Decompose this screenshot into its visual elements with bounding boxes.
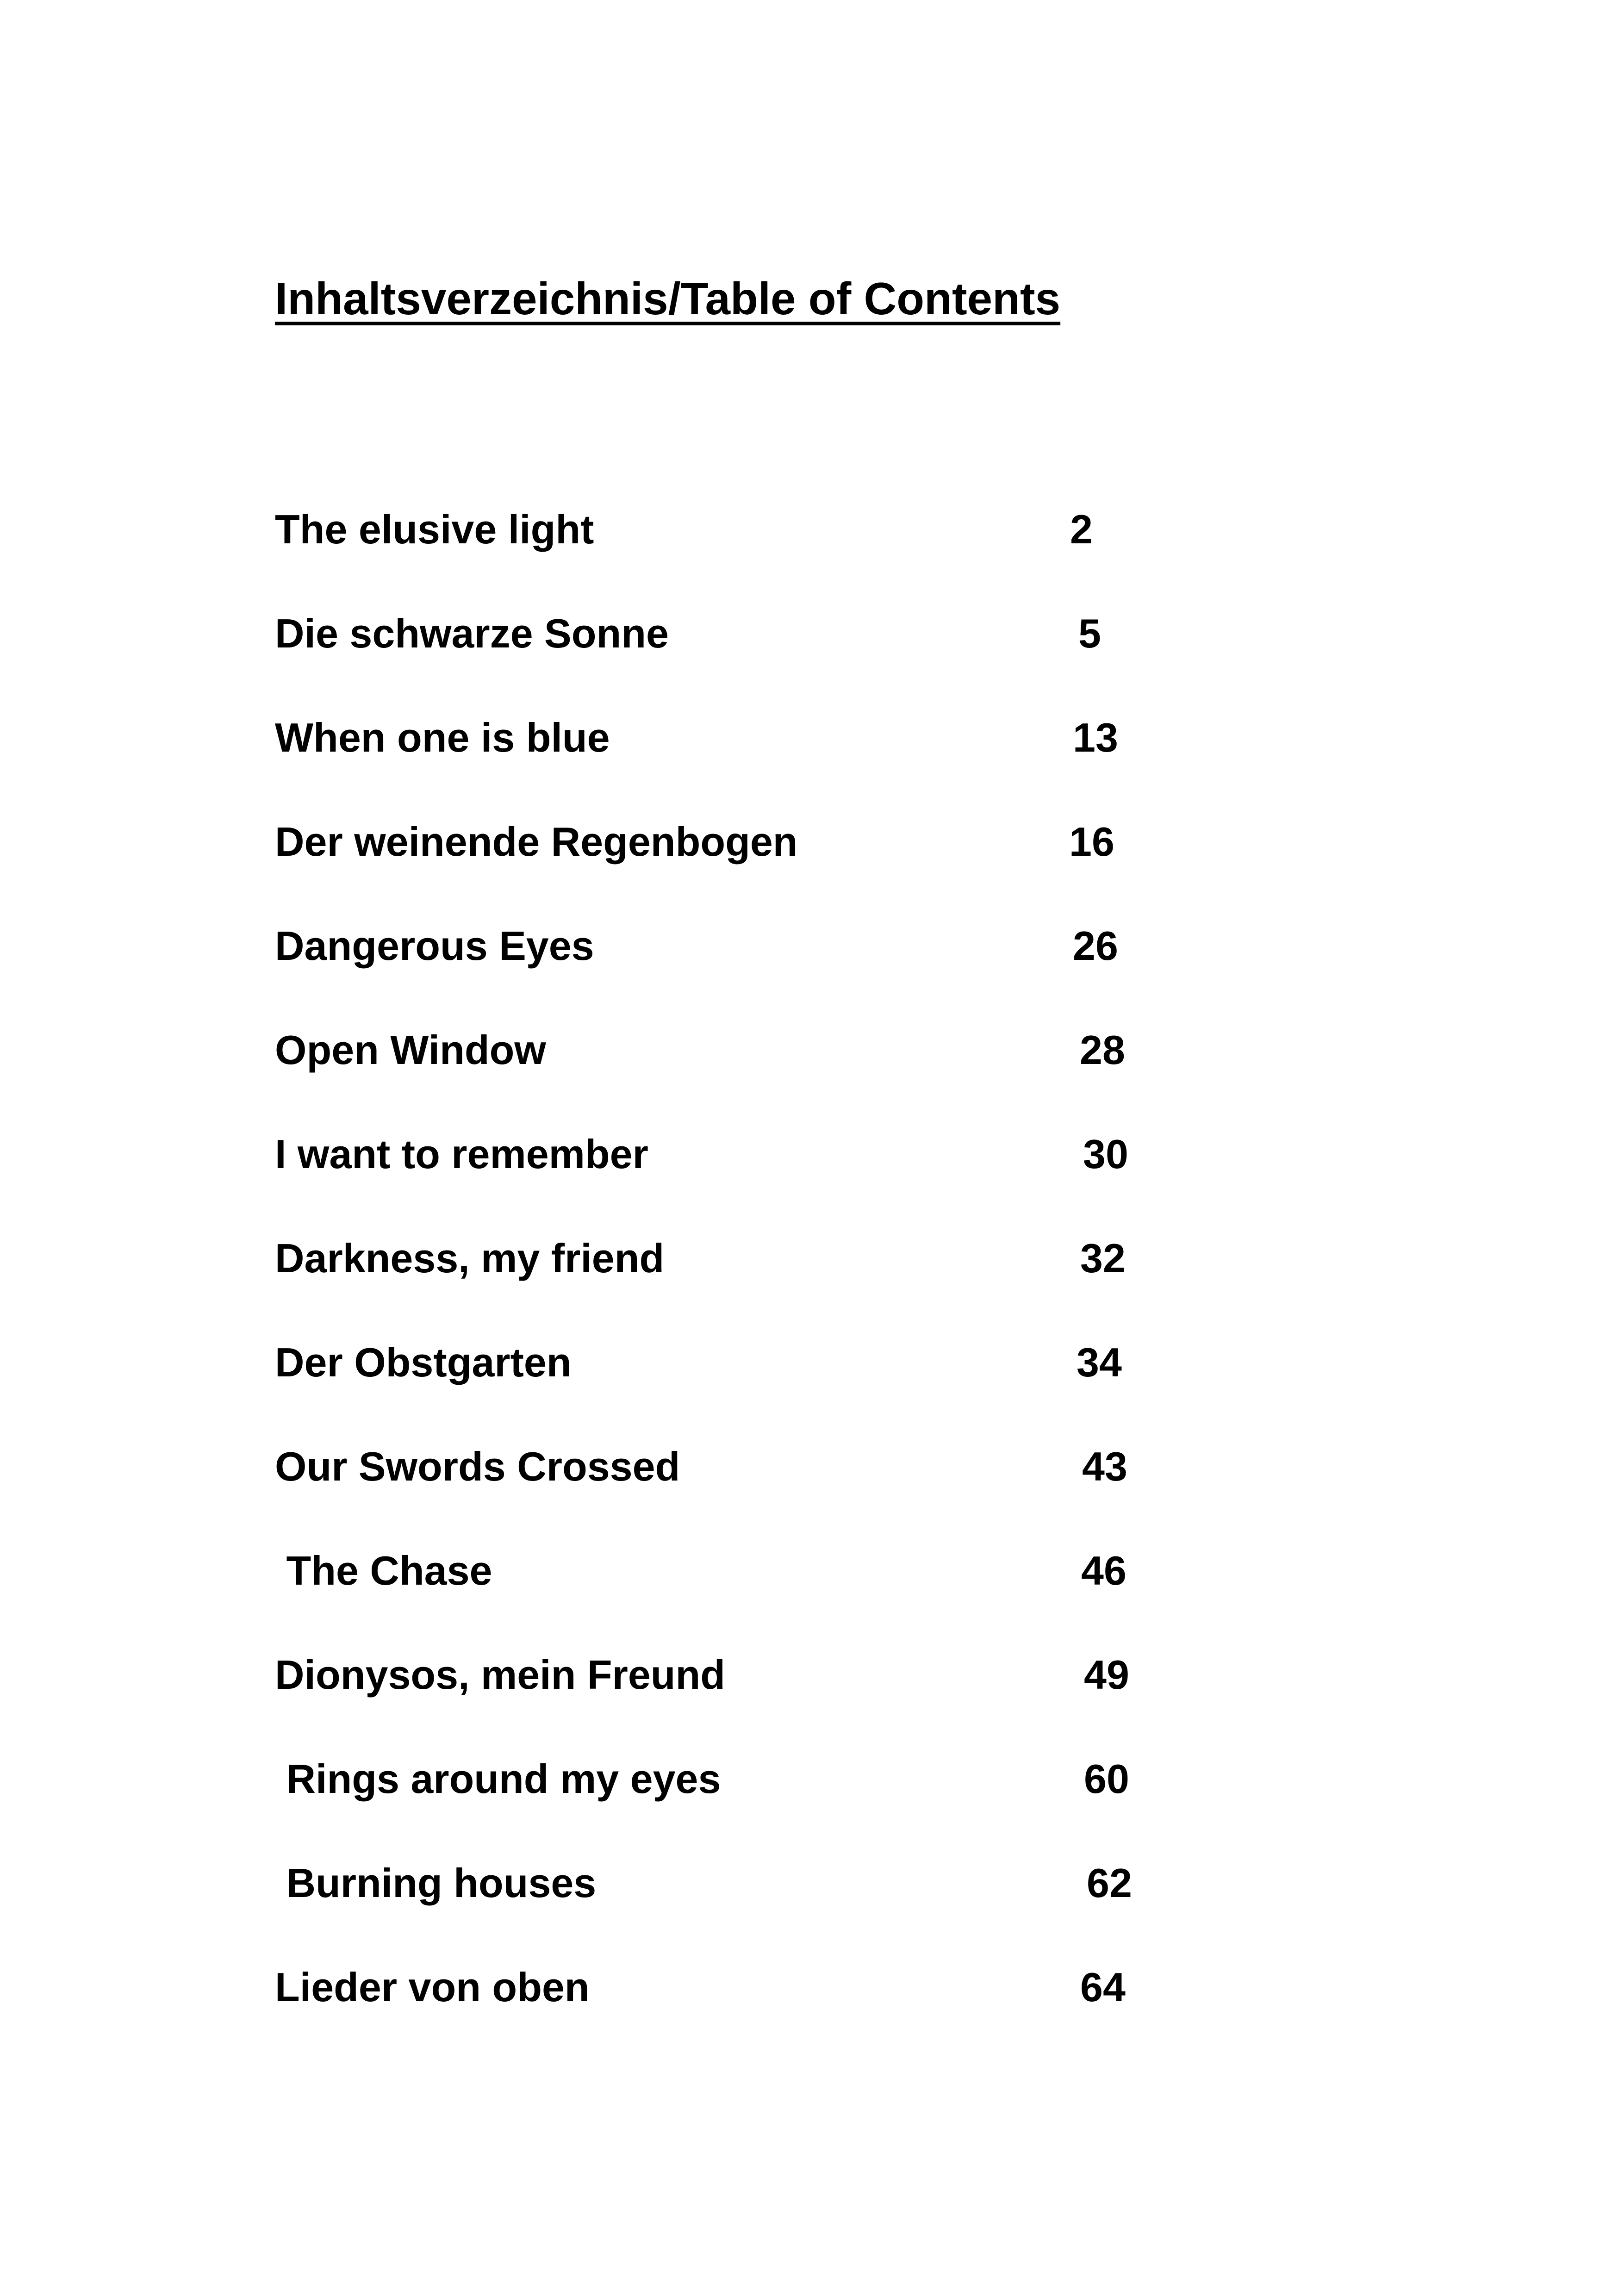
toc-entry-page-number: 28: [1080, 1027, 1125, 1073]
toc-entry-page-number: 13: [1073, 715, 1118, 760]
toc-entry: [0, 1964, 1618, 2022]
toc-entry-page-number: 34: [1077, 1339, 1122, 1385]
toc-entry: [0, 1131, 1618, 1189]
toc-entry-title: Dionysos, mein Freund: [275, 1652, 726, 1698]
toc-entry-title: Lieder von oben: [275, 1964, 590, 2010]
toc-entry: [0, 610, 1618, 669]
toc-entry-title: The elusive light: [275, 506, 594, 552]
toc-entry: [0, 1339, 1618, 1398]
toc-entry-page-number: 5: [1078, 610, 1101, 656]
toc-entry-page-number: 46: [1081, 1548, 1126, 1593]
toc-entry-title: Darkness, my friend: [275, 1235, 665, 1281]
toc-entry: [0, 821, 1618, 877]
toc-entry-page-number: 62: [1087, 1860, 1132, 1906]
toc-entry-title: Burning houses: [275, 1860, 597, 1906]
toc-entry-page-number: 64: [1080, 1964, 1126, 2010]
toc-entry-title: When one is blue: [275, 715, 610, 760]
toc-entry-page-number: 2: [1070, 506, 1093, 552]
toc-entry: [0, 1027, 1618, 1085]
toc-entry-title: Die schwarze Sonne: [275, 610, 669, 656]
toc-entry-page-number: 26: [1073, 923, 1118, 969]
toc-entry-page-number: 30: [1083, 1131, 1128, 1177]
toc-entry-title: Open Window: [275, 1027, 546, 1073]
toc-entry-page-number: 16: [1069, 819, 1114, 865]
toc-entry: [0, 1756, 1618, 1814]
toc-entry-title: Our Swords Crossed: [275, 1444, 680, 1489]
toc-entry: [0, 506, 1618, 565]
toc-entry: [0, 1860, 1618, 1918]
toc-entry: [0, 923, 1618, 981]
toc-entry-page-number: 49: [1084, 1652, 1129, 1698]
toc-entry-title: Rings around my eyes: [275, 1756, 721, 1802]
toc-entry-title: I want to remember: [275, 1131, 648, 1177]
toc-entry-title: Der Obstgarten: [275, 1339, 572, 1385]
toc-entry-page-number: 60: [1084, 1756, 1129, 1802]
toc-entry-page-number: 43: [1082, 1444, 1127, 1489]
toc-entry: [0, 717, 1618, 773]
toc-entry-title: Der weinende Regenbogen: [275, 819, 798, 865]
toc-entry-page-number: 32: [1080, 1235, 1126, 1281]
page-title: Inhaltsverzeichnis/Table of Contents: [275, 273, 1061, 324]
toc-entry-title: Dangerous Eyes: [275, 923, 594, 969]
toc-entry: [0, 1550, 1618, 1606]
toc-entry: [0, 1446, 1618, 1502]
toc-entry-title: The Chase: [275, 1548, 492, 1593]
toc-entry: [0, 1235, 1618, 1294]
toc-entry: [0, 1652, 1618, 1710]
